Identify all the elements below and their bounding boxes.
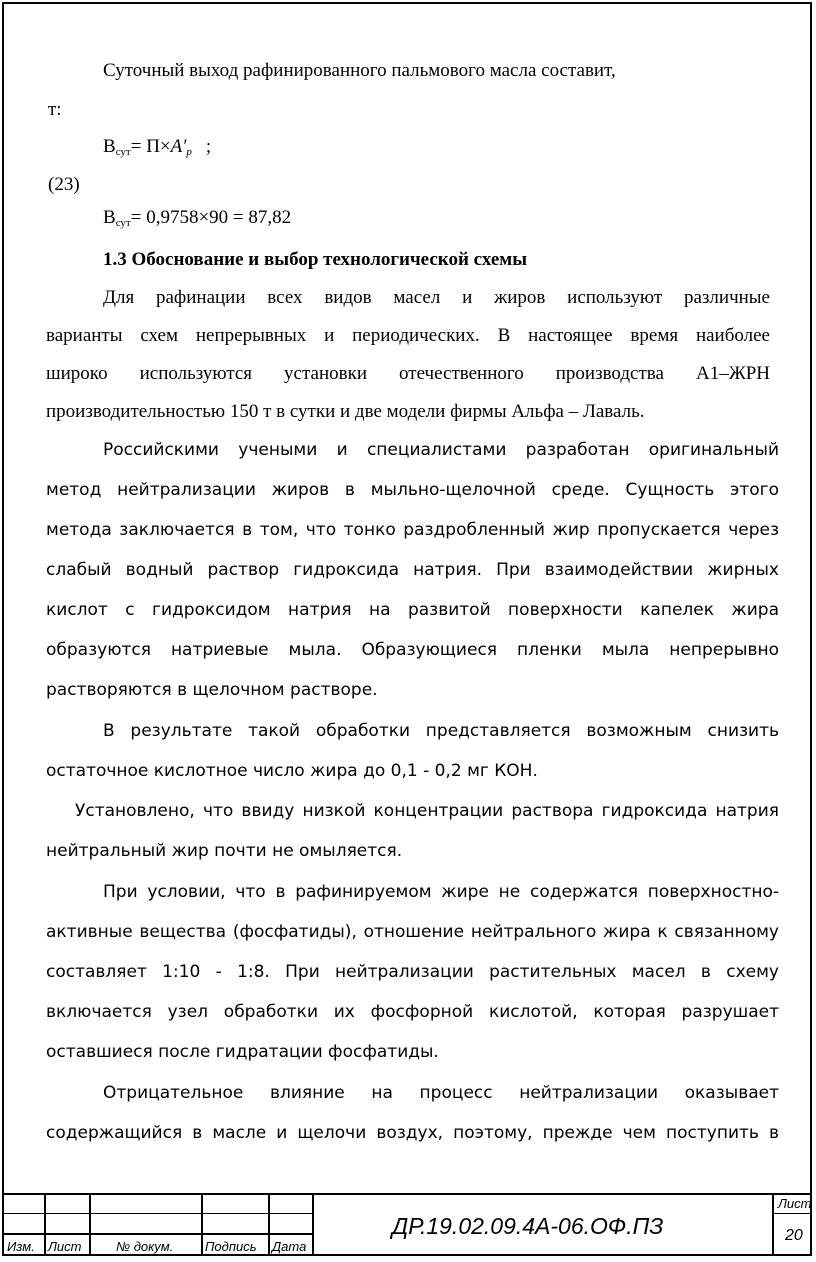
formula-number: (23) <box>48 174 80 195</box>
section-heading: 1.3 Обоснование и выбор технологической схемы <box>103 249 528 270</box>
formula-var-sub: р <box>186 146 192 158</box>
para3-line: метода заключается в том, что тонко раздробленный жир пропускается через <box>46 520 779 540</box>
page-frame <box>2 2 812 1256</box>
formula-lhs-sub: сут <box>115 146 131 158</box>
para6-line: активные вещества (фосфатиды), отношение нейтрального жира к связанному <box>46 922 779 942</box>
formula-lhs: В <box>103 136 116 157</box>
para3-line: растворяются в щелочном растворе. <box>46 680 378 700</box>
stamp-col-line <box>312 1193 314 1256</box>
formula-var: A′ <box>170 136 187 157</box>
title-block <box>2 1193 812 1256</box>
para6-line: включается узел обработки их фосфорной кислотой, которая разрушает <box>46 1002 779 1022</box>
stamp-col-line <box>268 1193 270 1256</box>
para6-line: составляет 1:10 - 1:8. При нейтрализации растительных масел в схему <box>46 962 779 982</box>
formula-23 <box>103 136 211 158</box>
para2-line: варианты схем непрерывных и периодических. В настоящее время наиболее <box>46 325 770 346</box>
para2-line: Для рафинации всех видов масел и жиров используют различные <box>103 287 770 308</box>
intro-line: Суточный выход рафинированного пальмового масла составит, <box>103 60 616 81</box>
para5-line: нейтральный жир почти не омыляется. <box>46 841 403 861</box>
sheet-number: 20 <box>785 1227 803 1244</box>
para3-line: Российскими учеными и специалистами разработан оригинальный <box>103 440 779 460</box>
para6-line: При условии, что в рафинируемом жире не содержатся поверхностно- <box>103 882 779 902</box>
formula-mid: = П× <box>130 136 171 157</box>
para4-line: остаточное кислотное число жира до 0,1 - 0,2 мг КОН. <box>46 761 538 781</box>
para4-line: В результате такой обработки представляется возможным снизить <box>103 721 779 741</box>
caption-izm: Изм. <box>7 1239 35 1254</box>
caption-sign: Подпись <box>205 1239 257 1254</box>
stamp-col-line <box>772 1193 774 1256</box>
stamp-col-line <box>201 1193 203 1256</box>
caption-list: Лист <box>48 1239 82 1254</box>
stamp-row-line <box>2 1233 312 1235</box>
stamp-top-line <box>2 1193 812 1195</box>
para3-line: метод нейтрализации жиров в мыльно-щелочной среде. Сущность этого <box>46 480 779 500</box>
stamp-row-line <box>2 1213 312 1214</box>
formula-end: ; <box>205 136 212 157</box>
para6-line: оставшиеся после гидратации фосфатиды. <box>46 1042 439 1062</box>
calc-rest: = 0,9758×90 = 87,82 <box>130 207 292 228</box>
document-code: ДР.19.02.09.4А-06.ОФ.ПЗ <box>392 1213 664 1239</box>
para3-line: образуются натриевые мыла. Образующиеся пленки мыла непрерывно <box>46 640 779 660</box>
sheet-label: Лист <box>778 1196 812 1211</box>
para3-line: слабый водный раствор гидроксида натрия. При взаимодействии жирных <box>46 560 779 580</box>
stamp-col-line <box>44 1193 46 1256</box>
para5-line: Установлено, что ввиду низкой концентрации раствора гидроксида натрия <box>75 801 779 821</box>
stamp-col-line <box>89 1193 91 1256</box>
intro-unit: т: <box>48 99 62 120</box>
caption-date: Дата <box>272 1239 307 1254</box>
para7-line: содержащийся в масле и щелочи воздух, поэтому, прежде чем поступить в <box>46 1123 779 1143</box>
para7-line: Отрицательное влияние на процесс нейтрализации оказывает <box>103 1083 779 1103</box>
para2-line: производительностью 150 т в сутки и две модели фирмы Альфа – Лаваль. <box>46 401 645 422</box>
para3-line: кислот с гидроксидом натрия на развитой поверхности капелек жира <box>46 600 779 620</box>
sheet-row-line <box>772 1213 812 1214</box>
formula-calc <box>103 207 291 229</box>
para2-line: широко используются установки отечественного производства А1–ЖРН <box>46 363 770 384</box>
calc-lhs: В <box>103 207 116 228</box>
caption-doc-no: № докум. <box>116 1239 174 1254</box>
calc-lhs-sub: сут <box>115 217 131 229</box>
